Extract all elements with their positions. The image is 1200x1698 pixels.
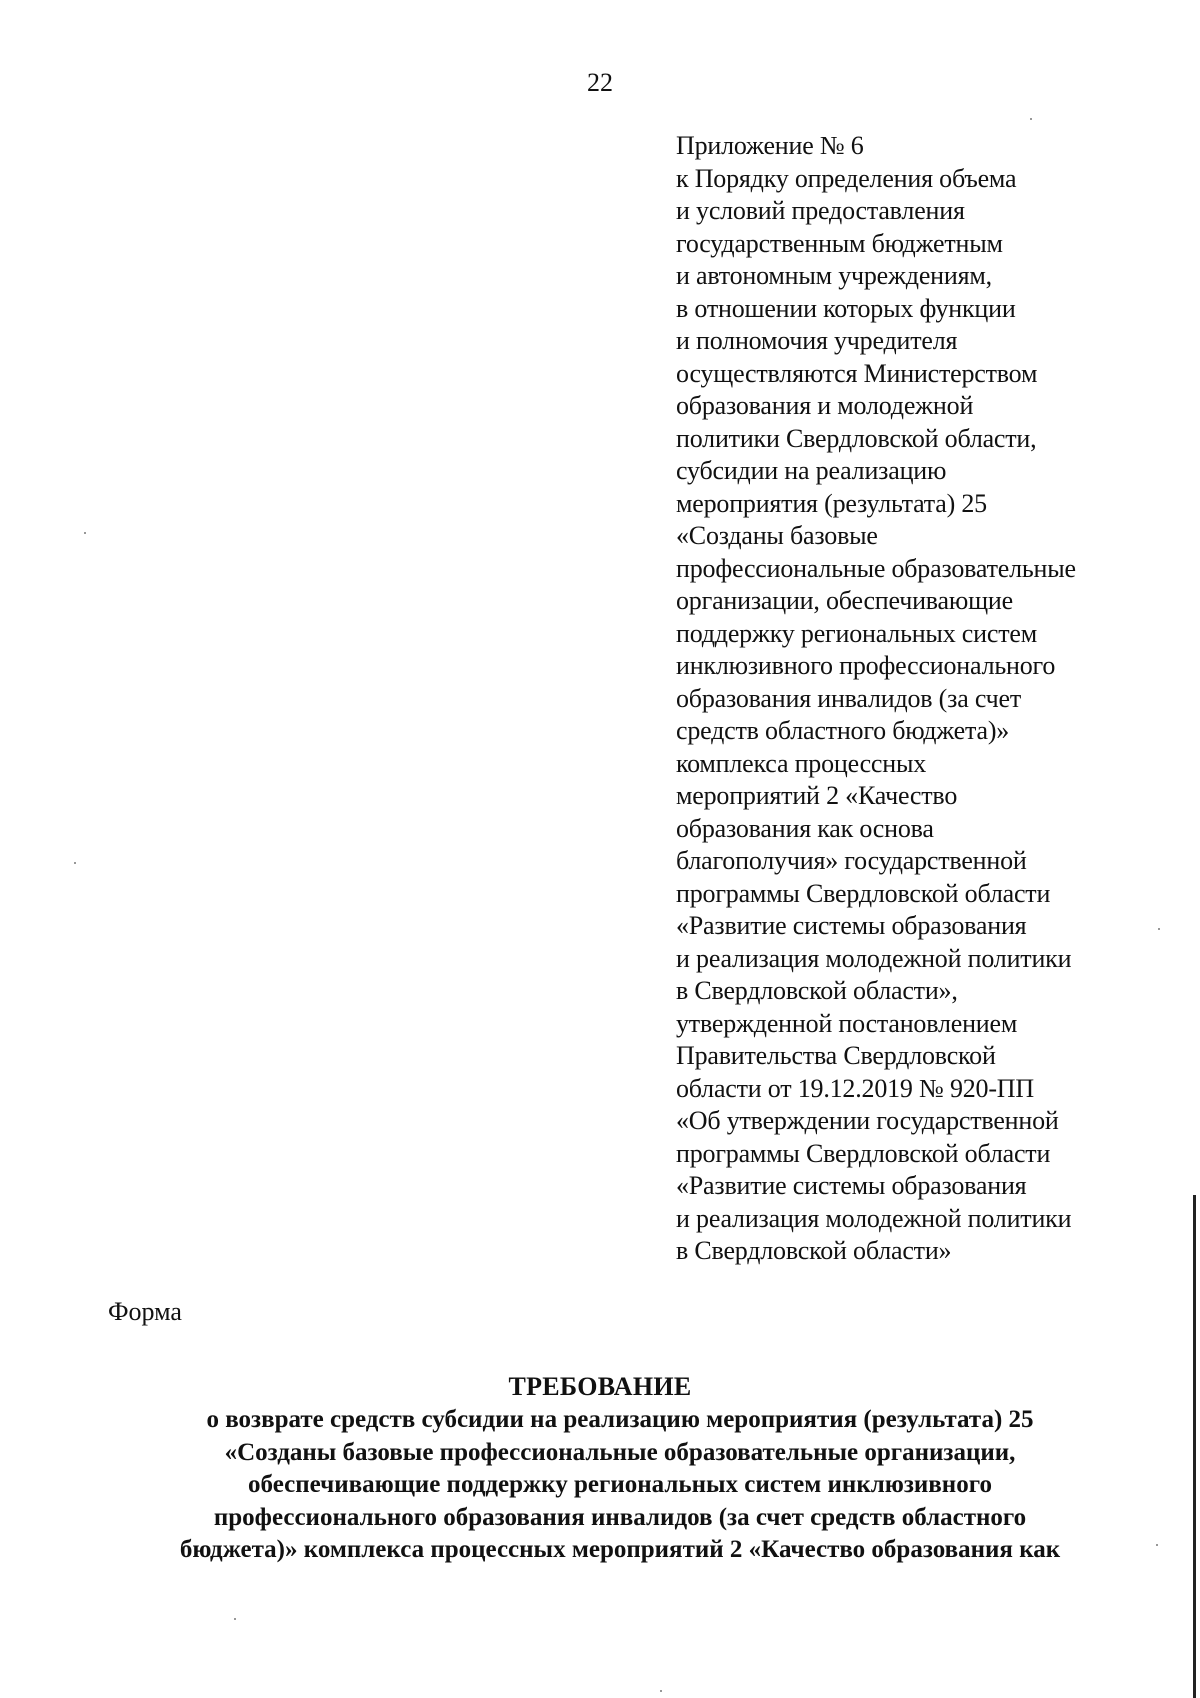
scan-speck — [1156, 1544, 1158, 1546]
appendix-line: мероприятия (результата) 25 — [676, 488, 987, 518]
subtitle-line: обеспечивающие поддержку региональных систем инклюзивного — [248, 1471, 992, 1498]
document-title: ТРЕБОВАНИЕ — [508, 1372, 692, 1401]
appendix-line: государственным бюджетным — [676, 228, 1003, 258]
appendix-line: и реализация молодежной политики — [676, 943, 1072, 973]
appendix-line: образования и молодежной — [676, 391, 974, 420]
appendix-line: и условий предоставления — [676, 196, 965, 225]
appendix-line: и реализация молодежной политики — [676, 1203, 1072, 1233]
appendix-header — [676, 130, 1196, 1268]
appendix-line: в Свердловской области», — [676, 976, 958, 1005]
appendix-line: комплекса процессных — [676, 748, 927, 778]
form-label: Форма — [108, 1297, 182, 1326]
scan-speck — [1030, 118, 1032, 120]
appendix-line: «Развитие системы образования — [676, 911, 1027, 940]
document-subtitle — [100, 1404, 1140, 1567]
appendix-line: инклюзивного профессионального — [676, 651, 1056, 680]
appendix-line: мероприятий 2 «Качество — [676, 781, 958, 810]
appendix-line: профессиональные образовательные — [676, 553, 1076, 583]
appendix-line: благополучия» государственной — [676, 846, 1027, 875]
appendix-line: и полномочия учредителя — [676, 326, 958, 355]
appendix-line: «Развитие системы образования — [676, 1171, 1027, 1200]
scan-speck — [74, 862, 76, 864]
subtitle-line: «Созданы базовые профессиональные образовательные организации, — [224, 1438, 1016, 1466]
scan-speck — [1158, 928, 1160, 930]
appendix-line: области от 19.12.2019 № 920-ПП — [676, 1073, 1034, 1103]
scan-speck — [234, 1618, 236, 1620]
page-number: 22 — [587, 68, 613, 97]
appendix-line: средств областного бюджета)» — [676, 716, 1010, 745]
subtitle-line: о возврате средств субсидии на реализацию мероприятия (результата) 25 — [206, 1406, 1034, 1433]
appendix-line: «Созданы базовые — [676, 521, 878, 550]
appendix-line: программы Свердловской области — [676, 878, 1051, 908]
appendix-line: программы Свердловской области — [676, 1138, 1051, 1168]
appendix-line: в отношении которых функции — [676, 293, 1016, 323]
appendix-line: и автономным учреждениям, — [676, 261, 992, 290]
appendix-line: образования инвалидов (за счет — [676, 683, 1022, 713]
appendix-line: осуществляются Министерством — [676, 358, 1038, 388]
scan-speck — [660, 1690, 662, 1692]
appendix-line: Приложение № 6 — [676, 131, 864, 160]
scan-edge-line — [1193, 1195, 1196, 1698]
appendix-line: «Об утверждении государственной — [676, 1106, 1059, 1135]
subtitle-line: профессионального образования инвалидов (за счет средств областного — [213, 1503, 1027, 1531]
appendix-line: организации, обеспечивающие — [676, 586, 1013, 615]
appendix-line: Правительства Свердловской — [676, 1041, 996, 1070]
scan-speck — [84, 532, 86, 534]
appendix-line: в Свердловской области» — [676, 1236, 952, 1265]
subtitle-line: бюджета)» комплекса процессных мероприятий 2 «Качество образования как — [179, 1536, 1061, 1563]
appendix-line: субсидии на реализацию — [676, 456, 947, 485]
appendix-line: политики Свердловской области, — [676, 423, 1037, 453]
appendix-line: образования как основа — [676, 813, 934, 843]
appendix-line: поддержку региональных систем — [676, 618, 1037, 648]
appendix-line: к Порядку определения объема — [676, 163, 1017, 193]
appendix-line: утвержденной постановлением — [676, 1008, 1018, 1038]
